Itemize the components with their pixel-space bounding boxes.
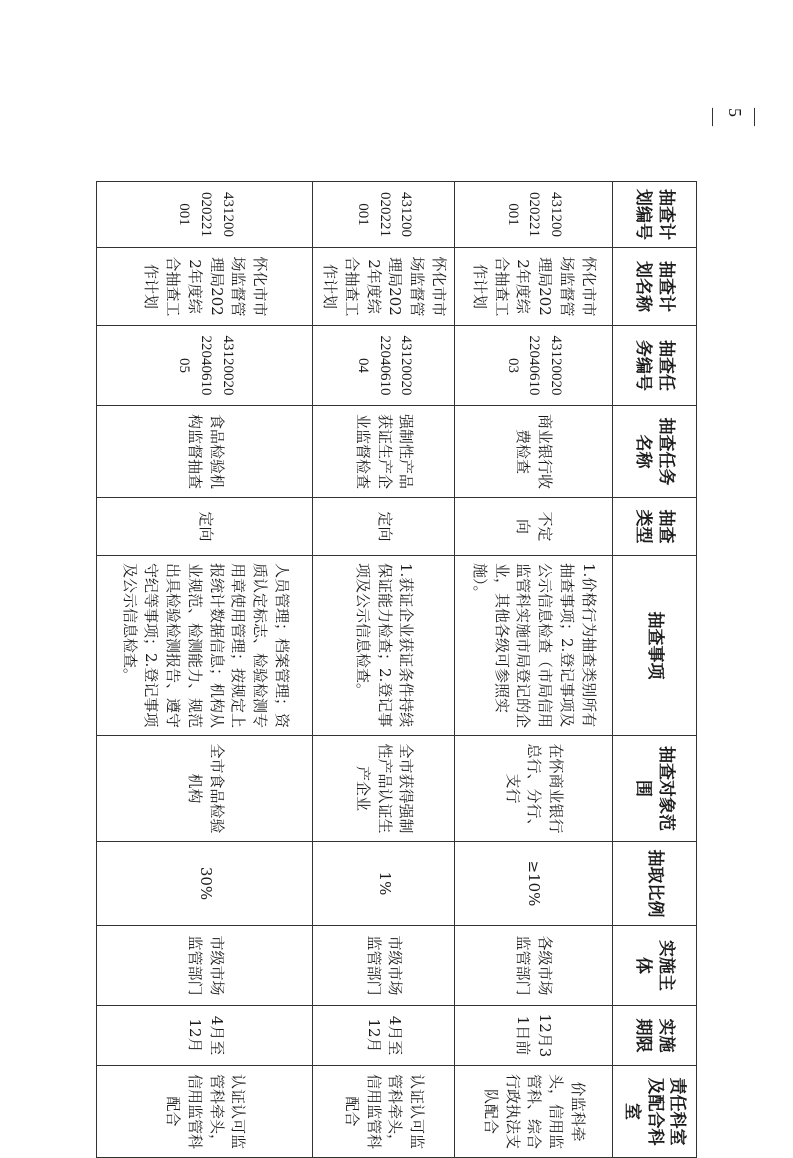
page-number: —5—: [704, 108, 767, 126]
rotated-table-container: [99, 181, 697, 1157]
header-plan-id: 抽查计划编号: [613, 182, 697, 248]
cell-dept: 认证认可监管科牵头，信用监管科配合: [97, 1066, 313, 1158]
header-task-name: 抽查任务名称: [613, 406, 697, 498]
cell-task-id: 431200202204061005: [97, 326, 313, 406]
cell-type: 不定向: [455, 498, 613, 556]
cell-ratio: 1%: [313, 842, 455, 926]
cell-plan-name: 怀化市市场监督管理局2022年度综合抽查工作计划: [313, 248, 455, 326]
cell-plan-id: 431200020221001: [313, 182, 455, 248]
cell-plan-id: 431200020221001: [455, 182, 613, 248]
table-row: [455, 182, 613, 1158]
cell-plan-name: 怀化市市场监督管理局2022年度综合抽查工作计划: [455, 248, 613, 326]
cell-ratio: 30%: [97, 842, 313, 926]
header-plan-name: 抽查计划名称: [613, 248, 697, 326]
spot-check-plan-table: [97, 181, 698, 1158]
cell-task-name: 强制性产品获证生产企业监督检查: [313, 406, 455, 498]
cell-dept: 认证认可监管科牵头，信用监管科配合: [313, 1066, 455, 1158]
cell-plan-id: 431200020221001: [97, 182, 313, 248]
cell-ratio: ≥10%: [455, 842, 613, 926]
cell-period: 12月31日前: [455, 1006, 613, 1066]
header-type: 抽查类型: [613, 498, 697, 556]
header-items: 抽查事项: [613, 556, 697, 736]
header-dept: 责任科室及配合科室: [613, 1066, 697, 1158]
header-ratio: 抽取比例: [613, 842, 697, 926]
cell-task-id: 431200202204061003: [455, 326, 613, 406]
cell-task-id: 431200202204061004: [313, 326, 455, 406]
cell-dept: 价监科牵头，信用监管科、综合行政执法支队配合: [455, 1066, 613, 1158]
cell-type: 定向: [313, 498, 455, 556]
cell-task-name: 商业银行收费检查: [455, 406, 613, 498]
header-executor: 实施主体: [613, 926, 697, 1006]
cell-scope: 在怀商业银行总行、分行、支行: [455, 736, 613, 842]
table-row: [97, 182, 313, 1158]
cell-task-name: 食品检验机构监督抽查: [97, 406, 313, 498]
cell-items: 人员管理；档案管理；资质认定标志、检验检测专用章使用管理；按规定上报统计数据信息；机构从业规范、检测能力、规范出具检验检测报告、遵守守纪等事项；2.登记事项及公示信息检查。: [97, 556, 313, 736]
cell-scope: 全市食品检验机构: [97, 736, 313, 842]
cell-scope: 全市获得强制性产品认证生产企业: [313, 736, 455, 842]
cell-period: 4月至12月: [313, 1006, 455, 1066]
cell-executor: 各级市场监管部门: [455, 926, 613, 1006]
cell-period: 4月至12月: [97, 1006, 313, 1066]
cell-items: 1.获证企业获证条件持续保证能力检查；2.登记事项及公示信息检查。: [313, 556, 455, 736]
header-period: 实施期限: [613, 1006, 697, 1066]
cell-items: 1.价格行为抽查类别所有抽查事项；2.登记事项及公示信息检查（市局信用监管科实施市局登记的企业，其他各级可参照实施）。: [455, 556, 613, 736]
cell-plan-name: 怀化市市场监督管理局2022年度综合抽查工作计划: [97, 248, 313, 326]
cell-type: 定向: [97, 498, 313, 556]
cell-executor: 市级市场监管部门: [313, 926, 455, 1006]
header-task-id: 抽查任务编号: [613, 326, 697, 406]
table-row: [313, 182, 455, 1158]
cell-executor: 市级市场监管部门: [97, 926, 313, 1006]
table-header-row: [613, 182, 697, 1158]
header-scope: 抽查对象范围: [613, 736, 697, 842]
